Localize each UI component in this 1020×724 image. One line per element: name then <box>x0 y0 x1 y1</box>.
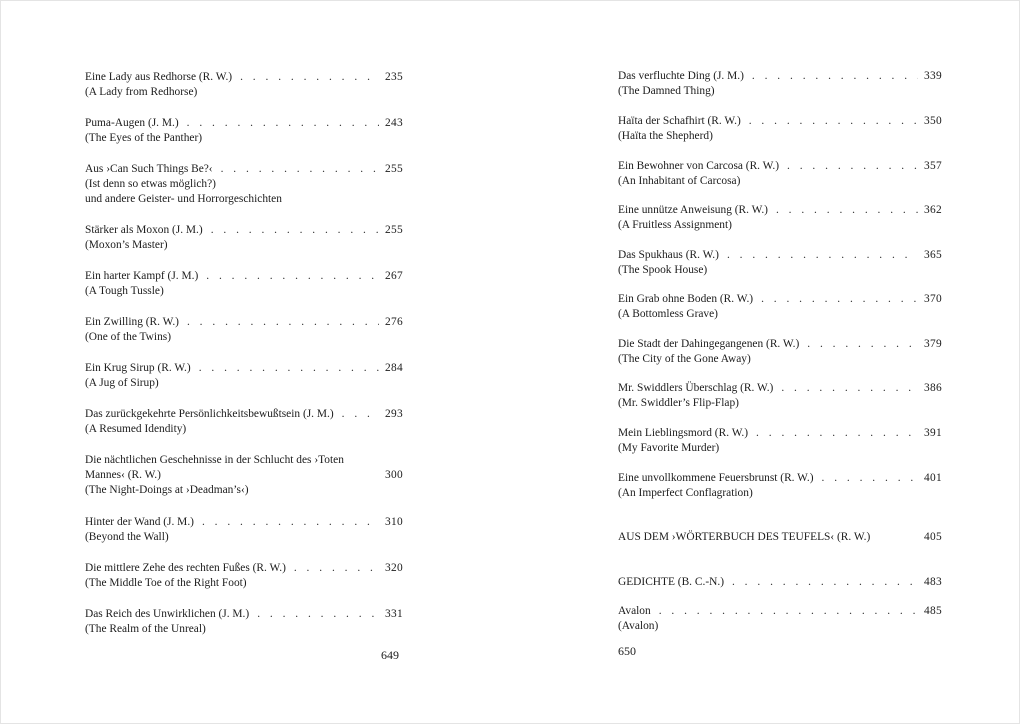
entry-title: Avalon <box>618 605 651 617</box>
entry-title: Mr. Swiddlers Überschlag (R. W.) <box>618 382 774 394</box>
entry-title: Ein harter Kampf (J. M.) <box>85 270 199 282</box>
page-number: 235 <box>385 71 403 83</box>
page-number: 391 <box>924 427 942 439</box>
entry-subtitle: (One of the Twins) <box>85 331 171 343</box>
entry-subtitle: (An Imperfect Conflagration) <box>618 487 753 499</box>
entry-title: Das Reich des Unwirklichen (J. M.) <box>85 608 250 620</box>
toc-entry <box>618 203 942 233</box>
entry-title: Puma-Augen (J. M.) <box>85 117 179 129</box>
page-number: 300 <box>385 469 403 481</box>
page-number: 284 <box>385 362 403 374</box>
dot-leader <box>752 69 918 84</box>
entry-title: Die mittlere Zehe des rechten Fußes (R. W.) <box>85 562 286 574</box>
entry-subtitle: (My Favorite Murder) <box>618 442 720 454</box>
page-number: 362 <box>924 204 942 216</box>
entry-subtitle: (The Spook House) <box>618 264 708 276</box>
toc-entry <box>618 114 942 144</box>
dot-leader <box>294 561 379 576</box>
entry-title: Die Stadt der Dahingegangenen (R. W.) <box>618 338 800 350</box>
page-number: 293 <box>385 408 403 420</box>
dot-leader <box>202 515 379 530</box>
page-number: 331 <box>385 608 403 620</box>
page-number: 370 <box>924 293 942 305</box>
entry-title: Die nächtlichen Geschehnisse in der Schlucht des ›Toten <box>85 454 344 466</box>
entry-title: Haïta der Schafhirt (R. W.) <box>618 115 741 127</box>
entry-subtitle: (A Jug of Sirup) <box>85 377 159 389</box>
dot-leader <box>756 426 918 441</box>
toc-entry <box>85 162 403 207</box>
toc-entry <box>618 248 942 278</box>
entry-title: Das verfluchte Ding (J. M.) <box>618 70 744 82</box>
toc-entry <box>85 223 403 253</box>
entry-subtitle: (Moxon’s Master) <box>85 239 168 251</box>
page-number: 350 <box>924 115 942 127</box>
entry-subtitle: (The Realm of the Unreal) <box>85 623 206 635</box>
toc-entry <box>618 381 942 411</box>
toc-entry <box>618 159 942 189</box>
entry-subtitle: (A Lady from Redhorse) <box>85 86 198 98</box>
page-number: 485 <box>924 605 942 617</box>
toc-entry <box>85 70 403 100</box>
dot-leader <box>199 361 379 376</box>
dot-leader <box>807 337 918 352</box>
dot-leader <box>727 248 918 263</box>
entry-title: Ein Grab ohne Boden (R. W.) <box>618 293 754 305</box>
dot-leader <box>761 292 918 307</box>
entry-subtitle: (The Eyes of the Panther) <box>85 132 203 144</box>
page-number: 379 <box>924 338 942 350</box>
entry-subtitle: (Mr. Swiddler’s Flip-Flap) <box>618 397 739 409</box>
dot-leader <box>257 607 379 622</box>
entry-title: Hinter der Wand (J. M.) <box>85 516 194 528</box>
toc-entry <box>618 337 942 367</box>
toc-entry <box>85 269 403 299</box>
entry-subtitle: (Beyond the Wall) <box>85 531 169 543</box>
entry-title: Das Spukhaus (R. W.) <box>618 249 719 261</box>
toc-section-entry <box>618 575 942 590</box>
dot-leader <box>776 203 918 218</box>
dot-leader <box>211 223 379 238</box>
entry-title: Aus ›Can Such Things Be?‹ <box>85 163 213 175</box>
dot-leader <box>221 162 379 177</box>
dot-leader <box>240 70 379 85</box>
page-number: 405 <box>924 531 942 543</box>
entry-title: Stärker als Moxon (J. M.) <box>85 224 203 236</box>
entry-title: Das zurückgekehrte Persönlichkeitsbewußtsein (J. M.) <box>85 408 334 420</box>
entry-title: Eine unvollkommene Feuersbrunst (R. W.) <box>618 472 814 484</box>
entry-title: Eine unnütze Anweisung (R. W.) <box>618 204 768 216</box>
page-number: 339 <box>924 70 942 82</box>
right-page <box>510 0 1020 724</box>
dot-leader <box>659 604 918 619</box>
dot-leader <box>781 381 918 396</box>
entry-subtitle: (Avalon) <box>618 620 659 632</box>
toc-entry <box>618 471 942 501</box>
entry-title: Eine Lady aus Redhorse (R. W.) <box>85 71 233 83</box>
dot-leader <box>787 159 918 174</box>
page-number: 357 <box>924 160 942 172</box>
toc-section-entry <box>618 530 942 545</box>
toc-entry <box>85 515 403 545</box>
toc-entry <box>85 315 403 345</box>
toc-entry <box>85 607 403 637</box>
page-number: 386 <box>924 382 942 394</box>
page-number: 401 <box>924 472 942 484</box>
dot-leader <box>732 575 918 590</box>
entry-subtitle: (The Middle Toe of the Right Foot) <box>85 577 247 589</box>
entry-subtitle: (A Resumed Idendity) <box>85 423 187 435</box>
page-number: 365 <box>924 249 942 261</box>
toc-entry <box>85 561 403 591</box>
dot-leader <box>187 116 379 131</box>
page-folio: 650 <box>618 644 636 658</box>
page-number: 276 <box>385 316 403 328</box>
page-number: 320 <box>385 562 403 574</box>
page-number: 310 <box>385 516 403 528</box>
section-title: GEDICHTE (B. C.-N.) <box>618 576 724 588</box>
page-folio: 649 <box>381 648 399 662</box>
dot-leader <box>342 407 379 422</box>
page-number: 483 <box>924 576 942 588</box>
toc-entry <box>618 69 942 99</box>
toc-entry <box>618 292 942 322</box>
entry-subtitle: (An Inhabitant of Carcosa) <box>618 175 741 187</box>
entry-subtitle: (The Damned Thing) <box>618 85 715 97</box>
entry-subtitle: (The City of the Gone Away) <box>618 353 751 365</box>
page-number: 255 <box>385 163 403 175</box>
entry-subtitle: (A Bottomless Grave) <box>618 308 718 320</box>
entry-title: Mein Lieblingsmord (R. W.) <box>618 427 749 439</box>
toc-entry <box>85 453 403 498</box>
dot-leader <box>206 269 379 284</box>
entry-subtitle: (Ist denn so etwas möglich?) <box>85 178 216 190</box>
toc-entry <box>85 116 403 146</box>
entry-title: Ein Krug Sirup (R. W.) <box>85 362 191 374</box>
toc-entry <box>85 361 403 391</box>
toc-entry <box>618 426 942 456</box>
page-number: 255 <box>385 224 403 236</box>
entry-subtitle: (Haïta the Shepherd) <box>618 130 713 142</box>
dot-leader <box>187 315 379 330</box>
section-title: AUS DEM ›WÖRTERBUCH DES TEUFELS‹ (R. W.) <box>618 531 871 543</box>
dot-leader <box>749 114 918 129</box>
page-number: 243 <box>385 117 403 129</box>
entry-subtitle-2: und andere Geister- und Horrorgeschichten <box>85 193 282 205</box>
page-number: 267 <box>385 270 403 282</box>
entry-title: Ein Zwilling (R. W.) <box>85 316 179 328</box>
entry-subtitle: (A Fruitless Assignment) <box>618 219 732 231</box>
entry-subtitle: (A Tough Tussle) <box>85 285 164 297</box>
entry-title: Ein Bewohner von Carcosa (R. W.) <box>618 160 780 172</box>
toc-entry <box>85 407 403 437</box>
toc-entry <box>618 604 942 634</box>
entry-title-2: Mannes‹ (R. W.) <box>85 469 161 481</box>
entry-subtitle: (The Night-Doings at ›Deadman’s‹) <box>85 484 249 496</box>
dot-leader <box>822 471 918 486</box>
